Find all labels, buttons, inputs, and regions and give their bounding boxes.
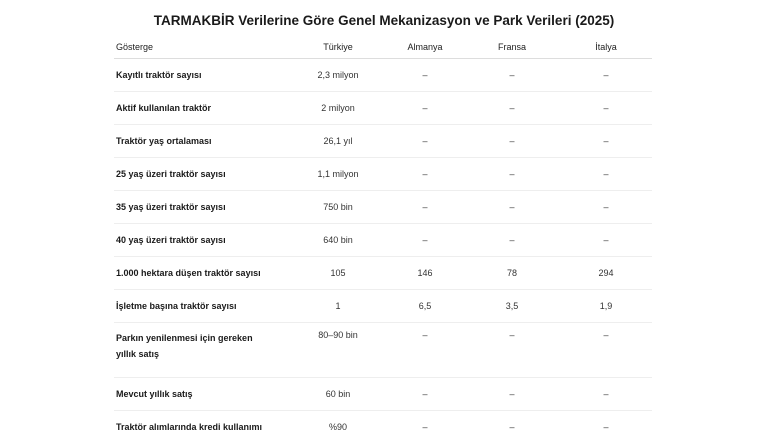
indicator-cell: Kayıtlı traktör sayısı — [114, 59, 290, 92]
indicator-cell: Traktör yaş ortalaması — [114, 125, 290, 158]
table-row — [114, 191, 652, 224]
indicator-cell: Parkın yenilenmesi için gereken yıllık satış — [114, 323, 290, 378]
indicator-cell: 25 yaş üzeri traktör sayısı — [114, 158, 290, 191]
column-header: Fransa — [464, 36, 560, 59]
table-row — [114, 411, 652, 443]
value-cell: 1,1 milyon — [290, 158, 386, 191]
table-row — [114, 224, 652, 257]
value-cell: – — [560, 158, 652, 191]
table-row — [114, 290, 652, 323]
table-row — [114, 158, 652, 191]
value-cell: – — [386, 125, 464, 158]
table-row — [114, 378, 652, 411]
value-cell: 146 — [386, 257, 464, 290]
value-cell: 640 bin — [290, 224, 386, 257]
column-header: Türkiye — [290, 36, 386, 59]
value-cell: – — [386, 92, 464, 125]
value-cell: – — [464, 378, 560, 411]
value-cell: – — [386, 411, 464, 443]
indicator-cell: İşletme başına traktör sayısı — [114, 290, 290, 323]
value-cell: 78 — [464, 257, 560, 290]
value-cell: – — [464, 125, 560, 158]
value-cell: – — [560, 125, 652, 158]
value-cell: 1 — [290, 290, 386, 323]
table-row — [114, 92, 652, 125]
value-cell: – — [386, 378, 464, 411]
indicator-cell: 1.000 hektara düşen traktör sayısı — [114, 257, 290, 290]
value-cell: 750 bin — [290, 191, 386, 224]
indicator-cell: 35 yaş üzeri traktör sayısı — [114, 191, 290, 224]
value-cell: – — [386, 191, 464, 224]
data-table — [114, 36, 652, 443]
value-cell: – — [560, 92, 652, 125]
value-cell: 105 — [290, 257, 386, 290]
table-row — [114, 59, 652, 92]
table-row — [114, 323, 652, 378]
table-row — [114, 257, 652, 290]
value-cell: – — [560, 191, 652, 224]
value-cell: – — [464, 224, 560, 257]
value-cell: – — [560, 323, 652, 378]
value-cell: – — [560, 411, 652, 443]
value-cell: 294 — [560, 257, 652, 290]
column-header: Gösterge — [114, 36, 290, 59]
value-cell: – — [560, 224, 652, 257]
indicator-cell: Mevcut yıllık satış — [114, 378, 290, 411]
value-cell: – — [464, 92, 560, 125]
indicator-cell: 40 yaş üzeri traktör sayısı — [114, 224, 290, 257]
value-cell: – — [464, 323, 560, 378]
value-cell: 80–90 bin — [290, 323, 386, 378]
value-cell: 60 bin — [290, 378, 386, 411]
column-header: İtalya — [560, 36, 652, 59]
value-cell: – — [464, 158, 560, 191]
value-cell: 2,3 milyon — [290, 59, 386, 92]
value-cell: 6,5 — [386, 290, 464, 323]
table-header-row — [114, 36, 652, 59]
value-cell: – — [464, 191, 560, 224]
value-cell: 26,1 yıl — [290, 125, 386, 158]
value-cell: 2 milyon — [290, 92, 386, 125]
page-title: TARMAKBİR Verilerine Göre Genel Mekanizasyon ve Park Verileri (2025) — [0, 13, 768, 28]
indicator-cell: Aktif kullanılan traktör — [114, 92, 290, 125]
value-cell: – — [386, 224, 464, 257]
value-cell: – — [464, 411, 560, 443]
value-cell: %90 — [290, 411, 386, 443]
value-cell: – — [386, 323, 464, 378]
value-cell: – — [464, 59, 560, 92]
value-cell: – — [560, 59, 652, 92]
value-cell: 1,9 — [560, 290, 652, 323]
value-cell: – — [560, 378, 652, 411]
value-cell: – — [386, 59, 464, 92]
table-row — [114, 125, 652, 158]
value-cell: 3,5 — [464, 290, 560, 323]
indicator-cell: Traktör alımlarında kredi kullanımı — [114, 411, 290, 443]
value-cell: – — [386, 158, 464, 191]
column-header: Almanya — [386, 36, 464, 59]
